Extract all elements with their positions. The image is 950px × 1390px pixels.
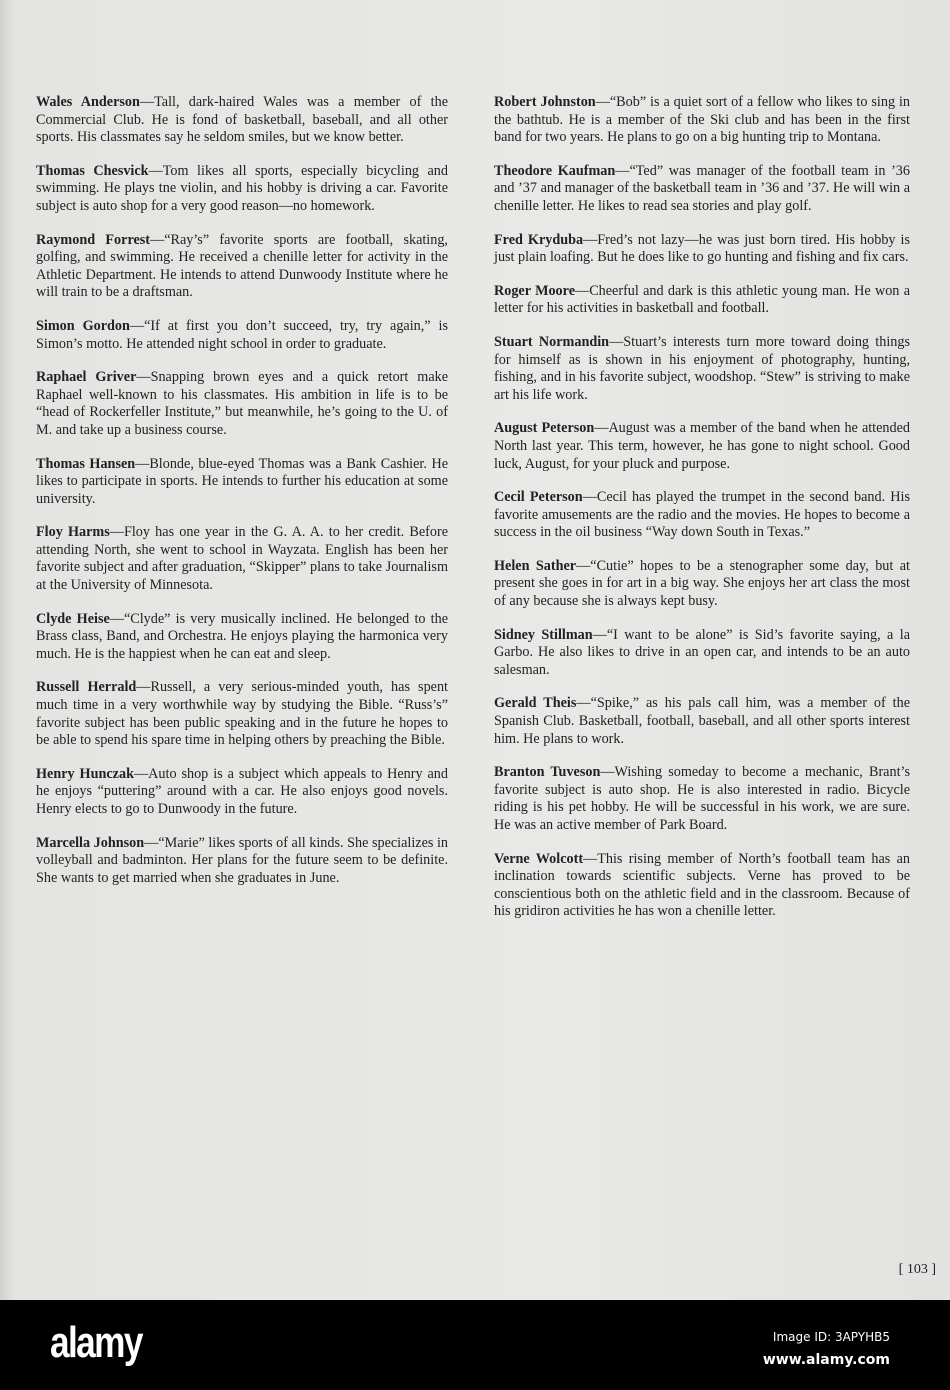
biography-entry [494, 232, 910, 267]
student-name: Floy Harms [36, 524, 110, 541]
biography-entry [36, 456, 448, 509]
biography-entry [36, 94, 448, 147]
student-name: Cecil Peterson [494, 489, 583, 506]
biography-text: —“Spike,” as his pals call him, was a member of the Spanish Club. Basketball, football, baseball, and all other sports interest him. He plans to work. [494, 695, 911, 747]
left-column [36, 94, 448, 903]
biography-text: —This rising member of North’s football team has an inclination towards scientific subjects. Verne has proved to be conscientious both on the athletic field and in the classroom. Because of his gridiron activities he has won a chenille letter. [494, 850, 911, 920]
biography-text: —Floy has one year in the G. A. A. to her credit. Before attending North, she went to school in Wayzata. English has been her favorite subject and after graduation, “Skipper” plans to take Journalism at the University of Minnesota. [36, 524, 448, 594]
student-name: Gerald Theis [494, 695, 577, 712]
student-name: Branton Tuveson [494, 764, 601, 781]
biography-entry [494, 558, 910, 611]
biography-text: —Wishing someday to become a mechanic, Brant’s favorite subject is auto shop. He is also interested in radio. Bicycle riding is his pet hobby. He will be successful in his work, we are sure. He was an active member of Park Board. [494, 764, 910, 833]
biography-entry [494, 163, 910, 216]
site-url: www.alamy.com [762, 1352, 890, 1368]
biography-entry [36, 611, 448, 664]
biography-text: —Russell, a very serious-minded youth, has spent much time in a very worthwhile way by studying the Bible. “Russ’s” favorite subject has been public speaking and in the future he hopes to be able to spend his spare time in helping others by preaching the Bible. [36, 679, 448, 749]
biography-entry [494, 334, 910, 404]
student-name: August Peterson [494, 420, 595, 437]
student-name: Russell Herrald [36, 679, 137, 696]
student-name: Thomas Chesvick [36, 162, 149, 179]
biography-text: —Blonde, blue-eyed Thomas was a Bank Cashier. He likes to participate in sports. He intends to further his education at some university. [36, 455, 448, 507]
biography-entry [36, 369, 448, 439]
page-number: [ 103 ] [898, 1262, 936, 1277]
student-name: Simon Gordon [36, 317, 130, 334]
biography-text: —“If at first you don’t succeed, try, try again,” is Simon’s motto. He attended night school in order to graduate. [36, 317, 449, 352]
biography-text: —Cheerful and dark is this athletic young man. He won a letter for his activities in basketball and football. [494, 282, 910, 317]
student-name: Wales Anderson [36, 94, 140, 110]
biography-entry [494, 420, 910, 473]
student-name: Helen Sather [494, 557, 577, 574]
student-name: Clyde Heise [36, 610, 110, 627]
biography-text: —August was a member of the band when he attended North last year. This term, however, he has gone to night school. Good luck, August, for your pluck and purpose. [494, 420, 910, 472]
biography-entry [494, 489, 910, 542]
biography-text: —“Ray’s” favorite sports are football, skating, golfing, and swimming. He received a chenille letter for activity in the Athletic Department. He intends to attend Dunwoody Institute where he will train to be a draftsman. [36, 231, 448, 301]
biography-text: —Fred’s not lazy—he was just born tired. His hobby is just plain loafing. But he does like to go hunting and fishing and fix cars. [494, 231, 910, 266]
right-column [494, 94, 910, 937]
student-name: Robert Johnston [494, 94, 596, 110]
biography-text: —“Marie” likes sports of all kinds. She specializes in volleyball and badminton. Her plans for the future seem to be definite. She wants to get married when she graduates in June. [36, 834, 449, 886]
watermark-banner [0, 1300, 950, 1390]
biography-entry [494, 94, 910, 147]
student-name: Roger Moore [494, 282, 575, 299]
biography-entry [494, 695, 910, 748]
biography-text: —Auto shop is a subject which appeals to Henry and he enjoys “puttering” around with a car. He also enjoys good novels. Henry elects to go to Dunwoody in the future. [36, 765, 448, 817]
image-id: Image ID: 3APYHB5 [772, 1330, 890, 1344]
biography-entry [36, 766, 448, 819]
biography-text: —“Bob” is a quiet sort of a fellow who likes to sing in the bathtub. He is a member of the Ski club and has been in the first band for two years. He plans to go on a big hunting trip to Montana. [494, 94, 911, 146]
biography-entry [36, 524, 448, 594]
student-name: Fred Kryduba [494, 231, 584, 248]
biography-text: —Tom likes all sports, especially bicycling and swimming. He plays tne violin, and his hobby is driving a car. Favorite subject is auto shop for a very good reason—no homework. [36, 162, 448, 214]
biography-entry [494, 627, 910, 680]
biography-text: —“Cutie” hopes to be a stenographer some day, but at present she goes in for art in a big way. She enjoys her art class the most of any because she is always kept busy. [494, 557, 910, 610]
biography-entry [36, 163, 448, 216]
student-name: Raymond Forrest [36, 231, 151, 248]
biography-text: —“Ted” was manager of the football team in ’36 and ’37 and manager of the basketball team in ’36 and ’37. He will win a chenille letter. He likes to read sea stories and play golf. [494, 162, 910, 214]
biography-text: —Cecil has played the trumpet in the second band. His favorite amusements are the radio and the movies. He hopes to become a success in the oil business “Way down South in Texas.” [494, 489, 910, 541]
student-name: Henry Hunczak [36, 765, 134, 782]
biography-entry [36, 835, 448, 888]
student-name: Stuart Normandin [494, 333, 610, 350]
student-name: Raphael Griver [36, 369, 137, 386]
student-name: Thomas Hansen [36, 455, 136, 472]
biography-entry [36, 679, 448, 749]
biography-entry [36, 232, 448, 302]
student-name: Verne Wolcott [494, 850, 584, 867]
biography-entry [494, 283, 910, 318]
student-name: Theodore Kaufman [494, 162, 616, 179]
alamy-logo: alamy [50, 1318, 142, 1367]
biography-text: —Tall, dark-haired Wales was a member of the Commercial Club. He is fond of basketball, baseball, and all other sports. His classmates say he seldom smiles, but we know better. [36, 94, 448, 146]
biography-text: —“Clyde” is very musically inclined. He belonged to the Brass class, Band, and Orchestra. He enjoys playing the harmonica very much. He is the happiest when he can eat and sleep. [36, 610, 449, 662]
biography-text: —Snapping brown eyes and a quick retort make Raphael well-known to his classmates. His ambition in life is to be “head of Rockerfeller Institute,” but meanwhile, he’s going to the U. of M. and take up a business course. [36, 369, 449, 438]
biography-entry [494, 851, 910, 921]
biography-entry [36, 318, 448, 353]
student-name: Sidney Stillman [494, 626, 593, 643]
biography-entry [494, 764, 910, 834]
biography-text: —“I want to be alone” is Sid’s favorite saying, a la Garbo. He also likes to drive in an open car, and intends to be an auto salesman. [494, 626, 910, 678]
biography-text: —Stuart’s interests turn more toward doing things for himself as is shown in his enjoyment of photography, hunting, fishing, and in his favorite subject, woodshop. “Stew” is striving to make art his life work. [494, 333, 910, 403]
student-name: Marcella Johnson [36, 834, 145, 851]
